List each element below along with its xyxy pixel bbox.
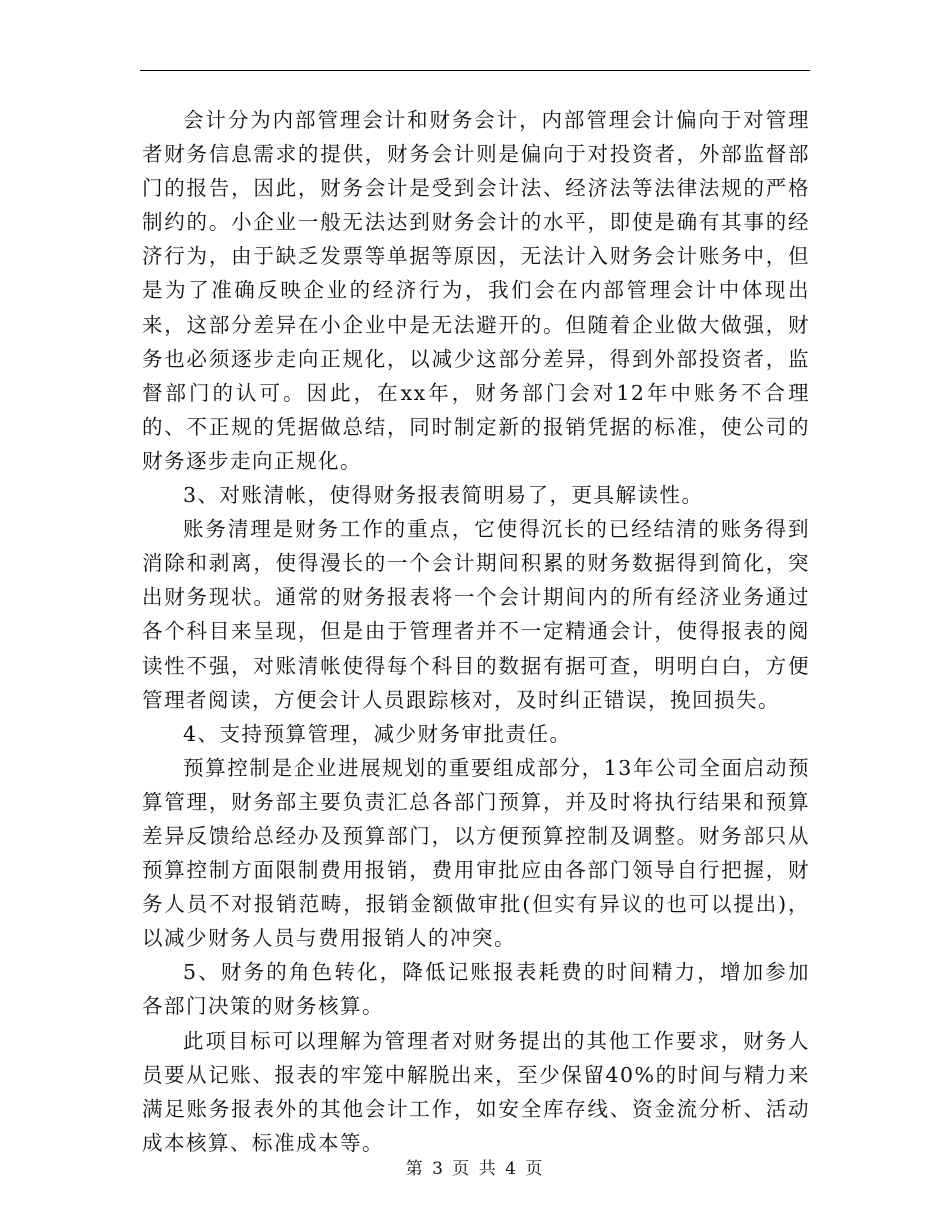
paragraph-accounting-types: 会计分为内部管理会计和财务会计，内部管理会计偏向于对管理者财务信息需求的提供，财务会计则是偏向于对投资者，外部监督部门的报告，因此，财务会计是受到会计法、经济法等法律法规的严格制约的。小企业一般无法达到财务会计的水平，即使是确有其事的经济行为，由于缺乏发票等单据等原因，无法计入财务会计账务中，但是为了准确反映企业的经济行为，我们会在内部管理会计中体现出来，这部分差异在小企业中是无法避开的。但随着企业做大做强，财务也必须逐步走向正规化，以减少这部分差异，得到外部投资者，监督部门的认可。因此，在xx年，财务部门会对12年中账务不合理的、不正规的凭据做总结，同时制定新的报销凭据的标准，使公司的财务逐步走向正规化。	[142, 108, 810, 473]
heading-budget-management: 4、支持预算管理，减少财务审批责任。	[183, 721, 572, 746]
document-body	[142, 103, 810, 1160]
paragraph-reconciliation: 账务清理是财务工作的重点，它使得沉长的已经结清的账务得到消除和剥离，使得漫长的一个会计期间积累的财务数据得到简化，突出财务现状。通常的财务报表将一个会计期间内的所有经济业务通过各个科目来呈现，但是由于管理者并不一定精通会计，使得报表的阅读性不强，对账清帐使得每个科目的数据有据可查，明明白白，方便管理者阅读，方便会计人员跟踪核对，及时纠正错误，挽回损失。	[142, 517, 810, 712]
paragraph-role-transformation: 此项目标可以理解为管理者对财务提出的其他工作要求，财务人员要从记账、报表的牢笼中解脱出来，至少保留40%的时间与精力来满足账务报表外的其他会计工作，如安全库存线、资金流分析、活动成本核算、标准成本等。	[142, 1028, 810, 1155]
page-number: 第 3 页 共 4 页	[405, 1159, 545, 1179]
heading-reconciliation: 3、对账清帐，使得财务报表简明易了，更具解读性。	[183, 483, 704, 508]
heading-role-transformation: 5、财务的角色转化，降低记账报表耗费的时间精力，增加参加各部门决策的财务核算。	[142, 960, 810, 1019]
paragraph-budget-management: 预算控制是企业进展规划的重要组成部分，13年公司全面启动预算管理，财务部主要负责汇总各部门预算，并及时将执行结果和预算差异反馈给总经办及预算部门，以方便预算控制及调整。财务部只从预算控制方面限制费用报销，费用审批应由各部门领导自行把握，财务人员不对报销范畴，报销金额做审批(但实有异议的也可以提出)，以减少财务人员与费用报销人的冲突。	[142, 755, 810, 951]
header-rule	[140, 70, 810, 71]
